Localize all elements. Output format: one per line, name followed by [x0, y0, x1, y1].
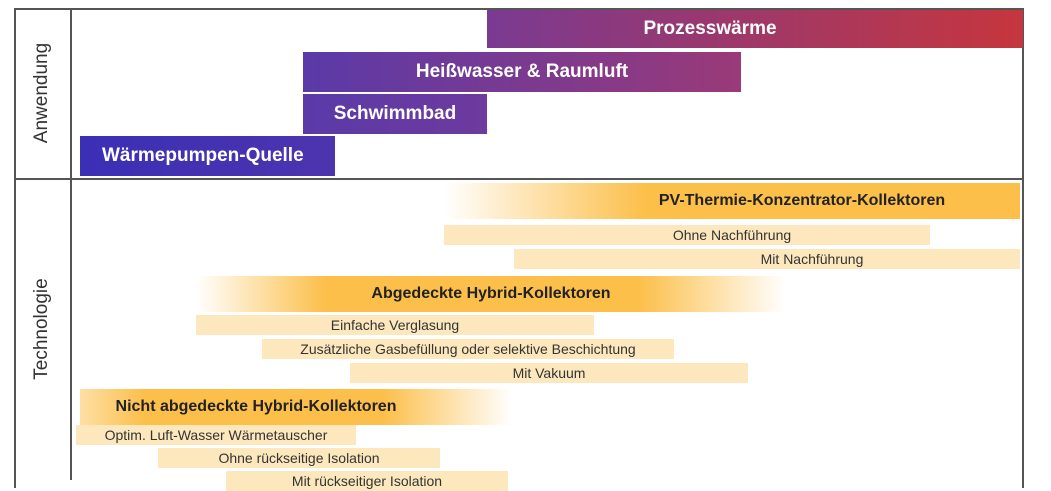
- technology-section-label: Technologie: [31, 278, 52, 380]
- application-bar-label: Schwimmbad: [333, 103, 457, 124]
- technology-bar-label: Nicht abgedeckte Hybrid-Kollektoren: [115, 398, 397, 415]
- application-bar-schwimmbad: [303, 94, 487, 134]
- application-section-label: Anwendung: [31, 42, 52, 144]
- application-section-label-box: [14, 8, 72, 178]
- technology-bar-pvt-concentrator: [444, 183, 1020, 219]
- application-bar-heisswasser: [303, 52, 741, 92]
- technology-section-label-box: [14, 178, 72, 480]
- technology-variant-bar: Ohne rückseitige Isolation: [158, 448, 440, 468]
- application-bar-label: Heißwasser & Raumluft: [415, 61, 629, 82]
- technology-bar-uncovered-hybrid: [80, 389, 512, 425]
- technology-variant-bar: Ohne Nachführung: [444, 225, 930, 245]
- application-bar-label: Prozesswärme: [643, 18, 777, 39]
- technology-bar-label: Abgedeckte Hybrid-Kollektoren: [371, 285, 611, 302]
- section-divider: [14, 178, 1024, 180]
- application-bar-label: Wärmepumpen-Quelle: [102, 145, 304, 166]
- application-bar-waermepumpe: [80, 136, 335, 176]
- technology-variant-bar: Mit Nachführung: [514, 249, 1020, 269]
- application-bar-prozesswaerme: [487, 10, 1023, 48]
- technology-variant-bar: Mit Vakuum: [350, 363, 748, 383]
- technology-variant-bar: Einfache Verglasung: [196, 315, 594, 335]
- technology-variant-bar: Zusätzliche Gasbefüllung oder selektive Beschichtung: [262, 339, 674, 359]
- technology-variant-bar: Mit rückseitiger Isolation: [226, 471, 508, 491]
- technology-variant-bar: Optim. Luft-Wasser Wärmetauscher: [76, 425, 356, 445]
- technology-bar-label: PV-Thermie-Konzentrator-Kollektoren: [658, 192, 946, 209]
- technology-bar-covered-hybrid: [196, 276, 786, 312]
